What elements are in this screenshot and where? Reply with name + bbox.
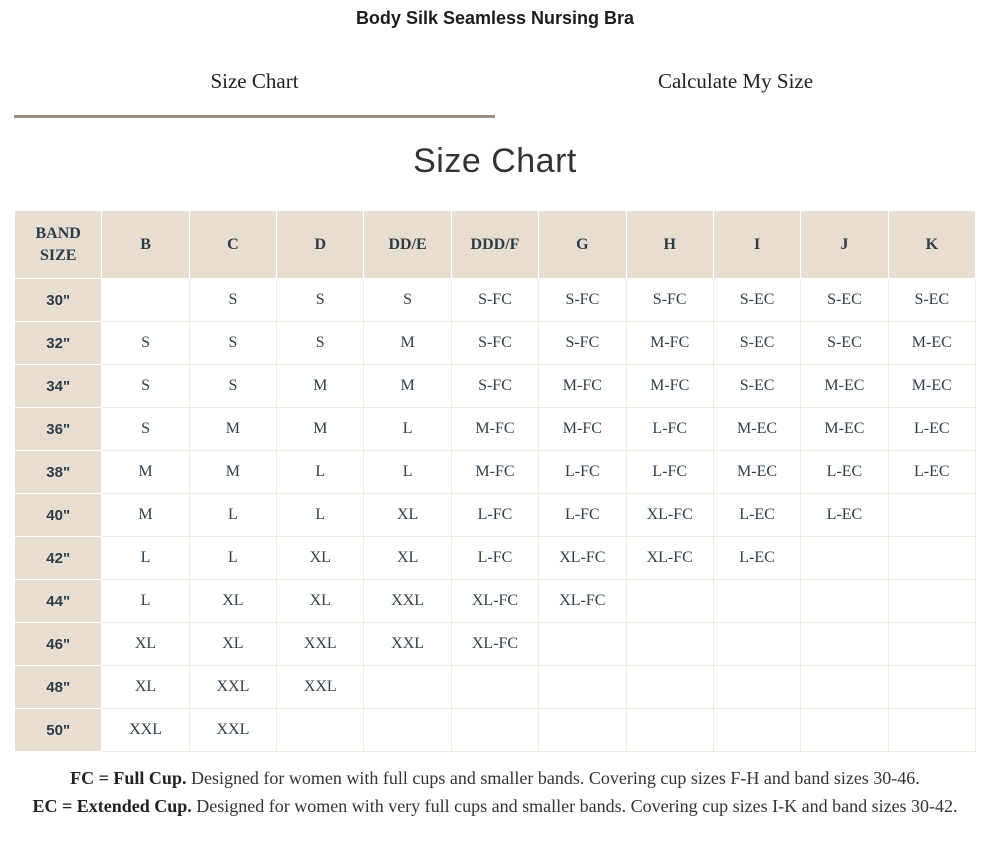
table-row [15,494,976,537]
size-cell [451,666,538,709]
size-cell: S [189,322,276,365]
size-cell: S-FC [539,322,626,365]
band-size-label: 36" [15,408,102,451]
size-cell: S-FC [626,279,713,322]
size-cell: S-EC [713,322,800,365]
size-cell: L-EC [713,494,800,537]
size-cell: L-EC [888,451,975,494]
size-cell: S-EC [713,365,800,408]
cup-size-column-header: B [102,211,189,279]
size-cell: L [189,537,276,580]
size-cell: L-FC [539,494,626,537]
size-cell: XL [189,623,276,666]
size-cell: S-EC [801,322,888,365]
size-cell [364,666,451,709]
size-cell: L-FC [451,494,538,537]
table-row [15,537,976,580]
size-cell [102,279,189,322]
size-cell: S [277,279,364,322]
size-cell [626,580,713,623]
size-cell: XL-FC [626,494,713,537]
size-cell [539,709,626,752]
size-cell: L-EC [801,494,888,537]
size-cell: XXL [277,666,364,709]
size-table-body [15,279,976,752]
size-cell [888,709,975,752]
size-cell: M [364,365,451,408]
size-cell: XL [364,494,451,537]
band-size-column-header: BAND SIZE [15,211,102,279]
size-cell [801,666,888,709]
legend [14,764,976,820]
size-cell [451,709,538,752]
band-size-label: 44" [15,580,102,623]
size-cell: XL-FC [451,580,538,623]
size-cell: XL [102,623,189,666]
size-cell: S [364,279,451,322]
size-cell: L-EC [713,537,800,580]
size-cell: XXL [189,666,276,709]
size-cell: XXL [102,709,189,752]
legend-note: FC = Full Cup. Designed for women with full cups and smaller bands. Covering cup sizes F-H and band sizes 30-46. [70,768,920,788]
size-cell: S [102,408,189,451]
band-size-label: 32" [15,322,102,365]
size-cell [626,709,713,752]
size-chart-table [14,210,976,752]
band-size-label: 42" [15,537,102,580]
cup-size-column-header: K [888,211,975,279]
size-cell: L [364,451,451,494]
size-cell: M-FC [626,322,713,365]
size-cell: M-EC [888,322,975,365]
size-cell: L-FC [626,451,713,494]
size-cell: L [277,494,364,537]
cup-size-column-header: DDD/F [451,211,538,279]
size-cell: L-FC [451,537,538,580]
size-cell: S-FC [451,365,538,408]
size-cell: S-FC [451,322,538,365]
table-row [15,709,976,752]
table-row [15,666,976,709]
size-cell: S-FC [451,279,538,322]
table-row [15,580,976,623]
size-cell [713,666,800,709]
cup-size-column-header: H [626,211,713,279]
size-cell: S [102,322,189,365]
size-cell [713,709,800,752]
size-cell [713,580,800,623]
size-cell [801,623,888,666]
table-row [15,408,976,451]
size-cell: M-EC [801,365,888,408]
size-cell: M [364,322,451,365]
cup-size-column-header: DD/E [364,211,451,279]
size-cell: XXL [364,580,451,623]
size-cell: L-EC [888,408,975,451]
size-cell: L [102,580,189,623]
size-cell [713,623,800,666]
size-cell [539,623,626,666]
tabs [14,68,976,118]
cup-size-column-header: J [801,211,888,279]
band-size-label: 34" [15,365,102,408]
legend-term: EC = Extended Cup. [32,796,192,816]
band-size-label: 30" [15,279,102,322]
size-cell: L-EC [801,451,888,494]
size-cell [626,666,713,709]
size-cell: XL-FC [539,537,626,580]
size-table-header-row [15,211,976,279]
size-cell [888,494,975,537]
band-size-label: 46" [15,623,102,666]
size-cell [801,580,888,623]
size-cell: S-EC [713,279,800,322]
size-cell: M-EC [713,408,800,451]
table-row [15,365,976,408]
table-row [15,623,976,666]
band-size-label: 40" [15,494,102,537]
legend-term: FC = Full Cup. [70,768,187,788]
size-cell: XL [277,580,364,623]
size-cell [888,666,975,709]
size-cell: XL-FC [539,580,626,623]
size-cell: M-EC [888,365,975,408]
size-cell: S [102,365,189,408]
size-cell [801,537,888,580]
section-heading: Size Chart [413,142,577,180]
cup-size-column-header: G [539,211,626,279]
size-cell: L [102,537,189,580]
size-cell: S-FC [539,279,626,322]
size-cell [364,709,451,752]
size-cell: M [277,365,364,408]
band-size-label: 48" [15,666,102,709]
cup-size-column-header: I [713,211,800,279]
size-cell: S-EC [888,279,975,322]
size-cell: XXL [277,623,364,666]
size-cell [539,666,626,709]
size-cell: XL [102,666,189,709]
size-cell: XL-FC [626,537,713,580]
cup-size-column-header: D [277,211,364,279]
size-cell: XL [364,537,451,580]
cup-size-column-header: C [189,211,276,279]
tab-calculate-my-size[interactable]: Calculate My Size [657,69,814,93]
product-title: Body Silk Seamless Nursing Bra [355,8,635,28]
size-cell: M-FC [539,365,626,408]
size-cell [888,580,975,623]
size-cell: L [364,408,451,451]
size-cell [888,537,975,580]
size-cell: M [102,494,189,537]
table-row [15,279,976,322]
band-size-label: 50" [15,709,102,752]
size-cell: M [277,408,364,451]
size-cell [277,709,364,752]
size-cell: XL [277,537,364,580]
size-cell: M [189,451,276,494]
size-cell: L-FC [626,408,713,451]
size-cell: M-FC [539,408,626,451]
size-cell: M-FC [451,451,538,494]
size-cell: M-FC [626,365,713,408]
legend-note: EC = Extended Cup. Designed for women with very full cups and smaller bands. Covering cup sizes I-K and band sizes 30-42. [32,796,958,816]
size-cell: M-EC [713,451,800,494]
size-cell: L [277,451,364,494]
size-cell: S [189,365,276,408]
table-row [15,451,976,494]
size-cell: M-FC [451,408,538,451]
size-cell: XL-FC [451,623,538,666]
size-cell [801,709,888,752]
tab-size-chart[interactable]: Size Chart [14,68,495,118]
size-cell: L [189,494,276,537]
size-cell: S [277,322,364,365]
size-cell: S [189,279,276,322]
size-cell [626,623,713,666]
size-cell: XXL [364,623,451,666]
size-cell: M-EC [801,408,888,451]
size-cell: XXL [189,709,276,752]
band-size-label: 38" [15,451,102,494]
size-cell: M [189,408,276,451]
size-cell: XL [189,580,276,623]
size-cell: L-FC [539,451,626,494]
size-cell: M [102,451,189,494]
table-row [15,322,976,365]
size-cell [888,623,975,666]
size-cell: S-EC [801,279,888,322]
